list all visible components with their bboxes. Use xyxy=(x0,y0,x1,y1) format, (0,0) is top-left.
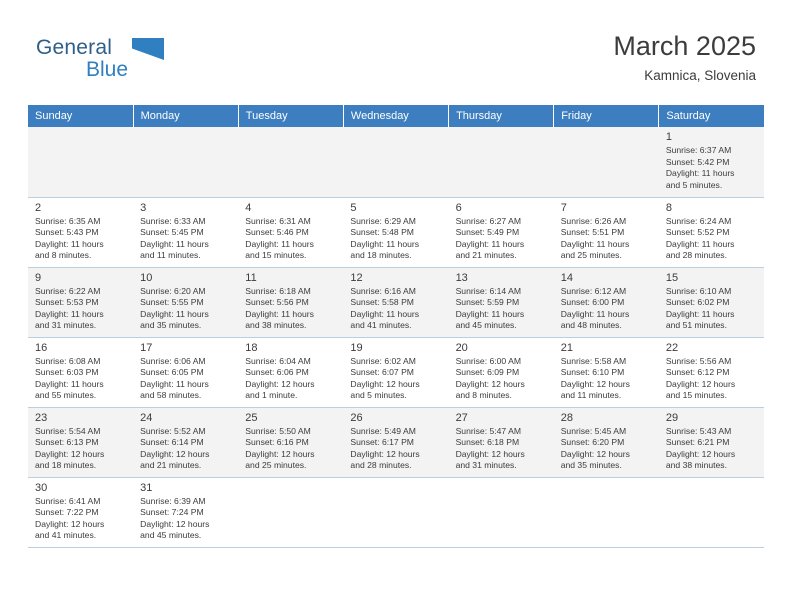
day-info-line: and 58 minutes. xyxy=(140,390,202,401)
day-number: 29 xyxy=(665,411,679,424)
calendar-day-cell[interactable] xyxy=(659,337,764,407)
calendar-day-cell[interactable] xyxy=(238,197,343,267)
day-number: 20 xyxy=(455,341,468,354)
day-info-line: and 11 minutes. xyxy=(140,250,201,261)
day-number: 15 xyxy=(665,271,679,284)
calendar-week-row xyxy=(28,407,764,477)
calendar-day-cell[interactable] xyxy=(28,267,133,337)
day-info-line: Sunrise: 6:04 AM xyxy=(245,355,311,366)
day-info-line: Daylight: 12 hours xyxy=(560,378,630,389)
day-info-line: Sunrise: 6:35 AM xyxy=(35,215,101,226)
day-info-line: Daylight: 11 hours xyxy=(560,308,630,319)
day-info-line: Daylight: 12 hours xyxy=(140,448,210,459)
day-number: 4 xyxy=(245,201,252,214)
day-info-line: Sunset: 6:20 PM xyxy=(560,437,625,448)
day-info-line: Sunset: 6:14 PM xyxy=(140,437,204,448)
calendar-week-row xyxy=(28,477,764,547)
title-block xyxy=(613,30,756,86)
calendar-day-cell[interactable] xyxy=(28,337,133,407)
day-info-line: Sunrise: 5:56 AM xyxy=(665,355,732,366)
day-info-line: Sunrise: 5:52 AM xyxy=(140,425,206,436)
calendar-empty-cell xyxy=(133,127,238,197)
calendar-day-cell[interactable] xyxy=(554,197,659,267)
calendar-empty-cell xyxy=(238,477,343,547)
day-info-line: Daylight: 11 hours xyxy=(560,238,630,249)
day-info-line: and 31 minutes. xyxy=(35,320,97,331)
day-info-line: Sunrise: 6:08 AM xyxy=(35,355,101,366)
day-info-line: Sunset: 5:48 PM xyxy=(350,227,414,238)
calendar-empty-cell xyxy=(554,127,659,197)
day-info-line: and 5 minutes. xyxy=(665,179,723,190)
day-info-line: and 31 minutes. xyxy=(455,460,517,471)
day-info-line: Sunrise: 6:10 AM xyxy=(665,285,732,296)
day-info-line: and 21 minutes. xyxy=(455,250,517,261)
calendar-week-row xyxy=(28,337,764,407)
calendar-day-cell[interactable] xyxy=(554,407,659,477)
day-info-line: Daylight: 11 hours xyxy=(665,308,735,319)
day-number: 26 xyxy=(350,411,363,424)
day-info-line: and 41 minutes. xyxy=(35,530,97,541)
day-number: 22 xyxy=(665,341,679,354)
day-info-line: Sunset: 6:00 PM xyxy=(560,297,625,308)
day-info-line: Daylight: 12 hours xyxy=(350,448,420,459)
day-number: 18 xyxy=(245,341,258,354)
day-info-line: Daylight: 11 hours xyxy=(35,378,104,389)
calendar-day-cell[interactable] xyxy=(449,337,554,407)
calendar-day-cell[interactable] xyxy=(554,267,659,337)
calendar-empty-cell xyxy=(449,127,554,197)
day-info-line: Daylight: 11 hours xyxy=(350,238,420,249)
day-info-line: and 8 minutes. xyxy=(455,390,512,401)
day-info-line: Sunset: 5:53 PM xyxy=(35,297,99,308)
day-info-line: Sunrise: 6:27 AM xyxy=(455,215,522,226)
day-info-line: and 38 minutes. xyxy=(665,460,727,471)
day-info-line: Sunrise: 6:37 AM xyxy=(665,145,732,155)
calendar-day-cell[interactable] xyxy=(238,267,343,337)
logo-text-blue: Blue xyxy=(86,58,129,81)
day-info-line: Daylight: 11 hours xyxy=(140,308,209,319)
logo-text-general: General xyxy=(36,36,113,59)
day-info-line: Sunrise: 6:22 AM xyxy=(35,285,101,296)
day-info-line: Sunrise: 5:54 AM xyxy=(35,425,101,436)
calendar-day-cell[interactable] xyxy=(133,197,238,267)
day-info-line: and 18 minutes. xyxy=(350,250,412,261)
day-number: 1 xyxy=(665,131,672,143)
day-info-line: Sunrise: 5:49 AM xyxy=(350,425,416,436)
weekday-header-tuesday: Tuesday xyxy=(238,105,343,127)
day-number: 16 xyxy=(35,341,48,354)
calendar-day-cell[interactable] xyxy=(343,337,448,407)
day-info-line: Daylight: 11 hours xyxy=(245,238,314,249)
day-info-line: Sunrise: 5:47 AM xyxy=(455,425,522,436)
day-info-line: Sunrise: 6:02 AM xyxy=(350,355,416,366)
day-info-line: Sunrise: 5:58 AM xyxy=(560,355,627,366)
day-number: 7 xyxy=(560,201,567,214)
day-number: 25 xyxy=(245,411,258,424)
day-info-line: Sunset: 6:12 PM xyxy=(665,367,730,378)
logo[interactable] xyxy=(36,36,176,88)
day-info-line: Sunrise: 6:20 AM xyxy=(140,285,206,296)
day-info-line: Sunrise: 6:26 AM xyxy=(560,215,627,226)
day-info-line: Sunrise: 6:33 AM xyxy=(140,215,206,226)
day-info-line: Sunrise: 6:41 AM xyxy=(35,495,101,506)
day-info-line: Sunrise: 6:06 AM xyxy=(140,355,206,366)
day-info-line: Sunset: 6:21 PM xyxy=(665,437,730,448)
page-title: March 2025 xyxy=(613,31,756,61)
day-info-line: and 11 minutes. xyxy=(560,390,622,401)
calendar-day-cell[interactable] xyxy=(449,407,554,477)
day-info-line: Sunset: 5:45 PM xyxy=(140,227,204,238)
day-info-line: and 35 minutes. xyxy=(560,460,622,471)
day-number: 27 xyxy=(455,411,468,424)
day-info-line: Sunrise: 6:12 AM xyxy=(560,285,627,296)
day-info-line: and 25 minutes. xyxy=(560,250,622,261)
calendar-day-cell[interactable] xyxy=(343,197,448,267)
day-info-line: Daylight: 12 hours xyxy=(35,518,105,529)
day-info-line: Sunrise: 5:50 AM xyxy=(245,425,311,436)
calendar-empty-cell xyxy=(343,477,448,547)
day-info-line: Daylight: 11 hours xyxy=(245,308,314,319)
day-info-line: Sunrise: 6:14 AM xyxy=(455,285,522,296)
day-number: 6 xyxy=(455,201,462,214)
weekday-header-sunday: Sunday xyxy=(28,105,133,127)
day-info-line: and 28 minutes. xyxy=(350,460,412,471)
day-number: 30 xyxy=(35,481,48,494)
day-info-line: Daylight: 12 hours xyxy=(350,378,420,389)
day-number: 31 xyxy=(140,481,153,494)
calendar-day-cell[interactable] xyxy=(28,407,133,477)
day-info-line: Daylight: 12 hours xyxy=(665,378,736,389)
calendar-day-cell[interactable] xyxy=(449,197,554,267)
day-info-line: Sunrise: 6:31 AM xyxy=(245,215,311,226)
day-info-line: Sunset: 5:49 PM xyxy=(455,227,520,238)
day-info-line: Sunrise: 5:43 AM xyxy=(665,425,732,436)
calendar-week-row xyxy=(28,267,764,337)
day-info-line: Sunset: 5:46 PM xyxy=(245,227,309,238)
day-info-line: Daylight: 11 hours xyxy=(665,238,735,249)
weekday-header-wednesday: Wednesday xyxy=(343,105,448,127)
day-info-line: Sunrise: 6:00 AM xyxy=(455,355,522,366)
day-number: 23 xyxy=(35,411,48,424)
page-header xyxy=(0,0,792,100)
day-info-line: and 18 minutes. xyxy=(35,460,97,471)
day-info-line: and 8 minutes. xyxy=(35,250,92,261)
calendar-day-cell[interactable] xyxy=(343,267,448,337)
calendar-empty-cell xyxy=(238,127,343,197)
day-number: 21 xyxy=(560,341,573,354)
calendar-empty-cell xyxy=(449,477,554,547)
calendar-empty-cell xyxy=(659,477,764,547)
weekday-header-thursday: Thursday xyxy=(449,105,554,127)
calendar-day-cell[interactable] xyxy=(659,267,764,337)
day-info-line: Sunset: 6:03 PM xyxy=(35,367,99,378)
day-info-line: Sunset: 6:09 PM xyxy=(455,367,520,378)
day-number: 9 xyxy=(35,271,42,284)
day-info-line: Sunrise: 6:24 AM xyxy=(665,215,732,226)
day-info-line: Daylight: 11 hours xyxy=(35,238,104,249)
day-number: 10 xyxy=(140,271,153,284)
day-info-line: Sunset: 6:05 PM xyxy=(140,367,204,378)
day-info-line: Sunset: 6:07 PM xyxy=(350,367,414,378)
day-info-line: and 45 minutes. xyxy=(455,320,517,331)
day-info-line: Daylight: 11 hours xyxy=(35,308,104,319)
day-info-line: and 28 minutes. xyxy=(665,250,727,261)
day-info-line: Daylight: 12 hours xyxy=(35,448,105,459)
day-info-line: Daylight: 11 hours xyxy=(350,308,420,319)
day-info-line: Sunset: 6:13 PM xyxy=(35,437,99,448)
calendar-empty-cell xyxy=(554,477,659,547)
calendar-day-cell[interactable] xyxy=(133,267,238,337)
day-info-line: Daylight: 12 hours xyxy=(140,518,210,529)
day-info-line: and 51 minutes. xyxy=(665,320,727,331)
weekday-header-friday: Friday xyxy=(554,105,659,127)
day-info-line: Sunset: 7:24 PM xyxy=(140,507,204,518)
weekday-header-saturday: Saturday xyxy=(659,105,764,127)
day-info-line: Sunset: 5:59 PM xyxy=(455,297,520,308)
day-info-line: Daylight: 12 hours xyxy=(245,448,315,459)
calendar-day-cell[interactable] xyxy=(554,337,659,407)
day-number: 12 xyxy=(350,271,363,284)
day-info-line: Sunset: 6:02 PM xyxy=(665,297,730,308)
day-number: 11 xyxy=(245,271,257,284)
day-info-line: Sunset: 5:51 PM xyxy=(560,227,625,238)
day-info-line: and 15 minutes. xyxy=(665,390,727,401)
weekday-header-monday: Monday xyxy=(133,105,238,127)
calendar-day-cell[interactable] xyxy=(133,337,238,407)
day-info-line: and 15 minutes. xyxy=(245,250,307,261)
day-number: 3 xyxy=(140,201,147,214)
day-info-line: Sunrise: 6:29 AM xyxy=(350,215,416,226)
calendar-table xyxy=(28,105,764,548)
day-info-line: Sunrise: 6:18 AM xyxy=(245,285,311,296)
day-info-line: Sunset: 5:56 PM xyxy=(245,297,309,308)
day-number: 2 xyxy=(35,201,42,214)
day-info-line: Daylight: 12 hours xyxy=(455,378,525,389)
day-number: 13 xyxy=(455,271,468,284)
day-info-line: Sunrise: 6:39 AM xyxy=(140,495,206,506)
day-info-line: Daylight: 11 hours xyxy=(665,168,735,179)
day-info-line: Sunset: 5:43 PM xyxy=(35,227,99,238)
day-info-line: Sunset: 5:58 PM xyxy=(350,297,414,308)
calendar-day-cell[interactable] xyxy=(28,477,133,547)
day-info-line: Sunset: 5:55 PM xyxy=(140,297,204,308)
day-info-line: Sunset: 6:18 PM xyxy=(455,437,520,448)
day-info-line: and 5 minutes. xyxy=(350,390,407,401)
day-info-line: Sunset: 6:06 PM xyxy=(245,367,309,378)
day-info-line: Sunset: 7:22 PM xyxy=(35,507,99,518)
day-info-line: Daylight: 12 hours xyxy=(560,448,630,459)
day-info-line: Sunset: 6:16 PM xyxy=(245,437,309,448)
calendar-week-row xyxy=(28,127,764,197)
calendar-day-cell[interactable] xyxy=(238,337,343,407)
calendar-empty-cell xyxy=(28,127,133,197)
calendar-day-cell[interactable] xyxy=(238,407,343,477)
day-info-line: and 25 minutes. xyxy=(245,460,307,471)
calendar-day-cell[interactable] xyxy=(659,127,764,197)
day-info-line: and 1 minute. xyxy=(245,390,298,401)
day-info-line: and 35 minutes. xyxy=(140,320,202,331)
calendar-day-cell[interactable] xyxy=(449,267,554,337)
day-info-line: Sunset: 5:52 PM xyxy=(665,227,730,238)
day-info-line: Daylight: 11 hours xyxy=(455,238,525,249)
calendar-day-cell[interactable] xyxy=(28,197,133,267)
day-info-line: Daylight: 11 hours xyxy=(140,238,209,249)
calendar-day-cell[interactable] xyxy=(343,407,448,477)
day-info-line: Daylight: 11 hours xyxy=(455,308,525,319)
day-number: 5 xyxy=(350,201,357,214)
day-number: 24 xyxy=(140,411,153,424)
day-info-line: and 55 minutes. xyxy=(35,390,97,401)
calendar-day-cell[interactable] xyxy=(133,477,238,547)
day-info-line: Daylight: 12 hours xyxy=(455,448,525,459)
day-info-line: and 38 minutes. xyxy=(245,320,307,331)
day-info-line: Sunrise: 6:16 AM xyxy=(350,285,416,296)
calendar-empty-cell xyxy=(343,127,448,197)
day-info-line: Sunset: 5:42 PM xyxy=(665,156,730,167)
day-info-line: Daylight: 11 hours xyxy=(140,378,209,389)
day-info-line: and 41 minutes. xyxy=(350,320,412,331)
day-info-line: and 45 minutes. xyxy=(140,530,202,541)
calendar-day-cell[interactable] xyxy=(659,407,764,477)
flag-icon xyxy=(132,38,164,60)
day-info-line: and 21 minutes. xyxy=(140,460,202,471)
calendar-day-cell[interactable] xyxy=(133,407,238,477)
day-info-line: Sunset: 6:10 PM xyxy=(560,367,625,378)
day-info-line: Sunset: 6:17 PM xyxy=(350,437,414,448)
calendar-week-row xyxy=(28,197,764,267)
day-number: 28 xyxy=(560,411,573,424)
calendar-day-cell[interactable] xyxy=(659,197,764,267)
day-info-line: Sunrise: 5:45 AM xyxy=(560,425,627,436)
day-info-line: Daylight: 12 hours xyxy=(665,448,736,459)
day-number: 8 xyxy=(665,201,672,214)
location-subtitle: Kamnica, Slovenia xyxy=(644,68,756,83)
day-number: 19 xyxy=(350,341,363,354)
day-info-line: and 48 minutes. xyxy=(560,320,622,331)
day-number: 17 xyxy=(140,341,153,354)
calendar-header-row xyxy=(28,105,764,127)
day-info-line: Daylight: 12 hours xyxy=(245,378,315,389)
day-number: 14 xyxy=(560,271,573,284)
